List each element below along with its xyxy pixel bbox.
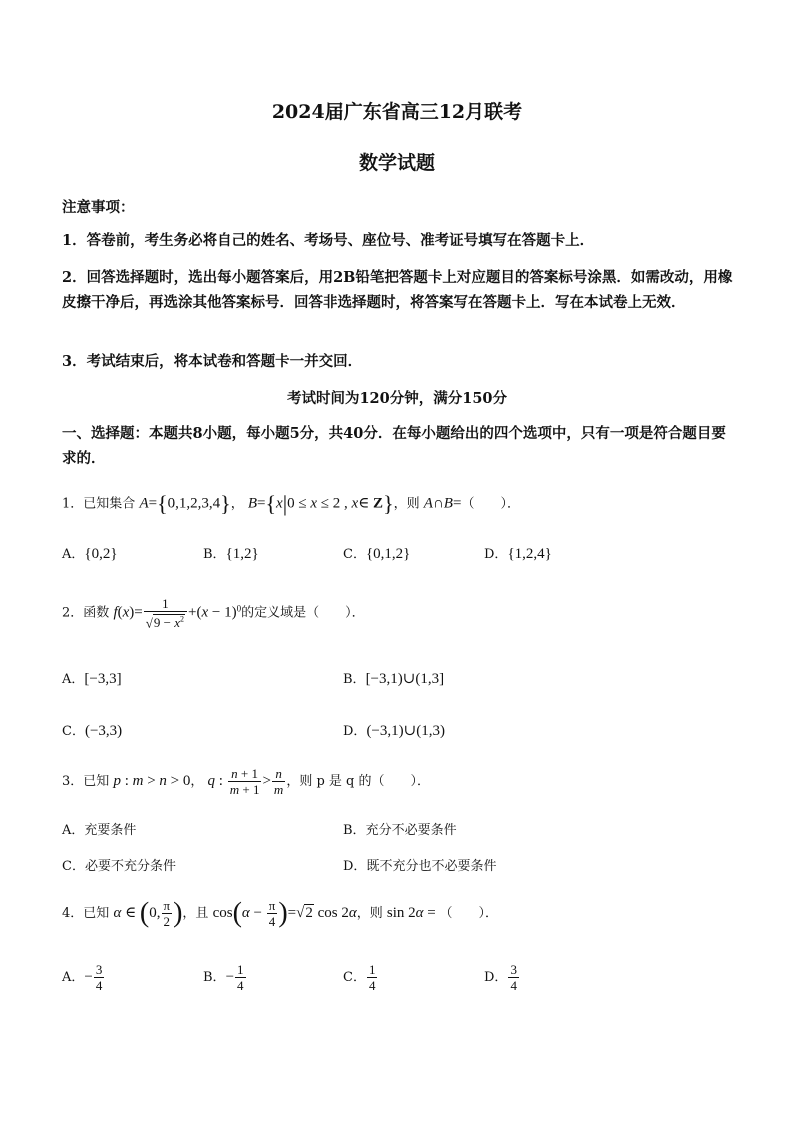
q4-option-c[interactable]: C． $\frac{1}{4}$: [343, 962, 376, 993]
question-prefix: 已知集合: [83, 496, 136, 512]
q4-option-a[interactable]: A．− $\frac{3}{4}$: [62, 962, 103, 993]
q3-option-a[interactable]: A．充要条件: [62, 823, 137, 838]
q2-option-d[interactable]: D．(−3,1)∪(1,3): [343, 723, 445, 739]
note-item-3: 3．考试结束后，将本试卷和答题卡一并交回．: [62, 353, 363, 370]
q4-option-d[interactable]: D． $\frac{3}{4}$: [484, 962, 517, 993]
exam-title: 2024届广东省高三12月联考: [271, 101, 523, 123]
q2-option-c[interactable]: C．(−3,3): [62, 723, 123, 739]
exam-subtitle: 数学试题: [358, 152, 435, 174]
note-item-1: 1．答卷前，考生务必将自己的姓名、考场号、座位号、准考证号填写在答题卡上．: [62, 232, 595, 249]
q1-option-b[interactable]: B．{1,2}: [203, 546, 259, 562]
q2-option-a[interactable]: A．[−3,3]: [62, 671, 122, 687]
note-item-2: 2．回答选择题时，选出每小题答案后，用2B铅笔把答题卡上对应题目的答案标号涂黑．如需改动，用橡皮擦干净后，再选涂其他答案标号．回答非选择题时，将答案写在答题卡上．写在本试卷上无效．: [62, 269, 733, 311]
q3-option-c[interactable]: C．必要不充分条件: [62, 859, 176, 874]
time-info: 考试时间为120分钟，满分150分: [286, 390, 508, 407]
question-2: 2．函数 f(x)= $\frac{1}{√9 - x^2}$ $+(x - 1)^0$的定义域是（ ）．: [62, 596, 365, 631]
question-4: 4．已知 α ∈ (0, $\frac{\pi}{2}$ )，且 cos(α − $\frac{\pi}{4}$ )=√2 cos 2α，则 sin 2α = （ ）．: [62, 897, 498, 929]
question-suffix: （ ）．: [461, 496, 520, 512]
section-heading: 一、选择题：本题共8小题，每小题5分，共40分．在每小题给出的四个选项中，只有一项是符合题目要求的．: [62, 425, 726, 467]
q3-option-d[interactable]: D．既不充分也不必要条件: [343, 859, 497, 874]
q4-option-b[interactable]: B．− $\frac{1}{4}$: [203, 962, 244, 993]
notes-heading: 注意事项：: [62, 199, 135, 216]
question-middle: ，则: [393, 496, 420, 512]
question-1: 1．已知集合 A={0,1,2,3,4}， B={x|0 ≤ x ≤ 2 , x∈ Z}，则 A∩B=（ ）．: [62, 491, 520, 516]
question-number: 1．: [62, 496, 84, 512]
q1-option-a[interactable]: A．{0,2}: [62, 546, 118, 562]
q2-option-b[interactable]: B．[−3,1)∪(1,3]: [343, 671, 445, 687]
q3-option-b[interactable]: B．充分不必要条件: [343, 823, 457, 838]
question-3: 3．已知 p : m > n > 0， q : $\frac{n + 1}{m + 1}$ > $\frac{n}{m}$ ，则 p 是 q 的（ ）．: [62, 766, 430, 797]
q1-option-c[interactable]: C．{0,1,2}: [343, 546, 411, 562]
q1-option-d[interactable]: D．{1,2,4}: [484, 546, 552, 562]
